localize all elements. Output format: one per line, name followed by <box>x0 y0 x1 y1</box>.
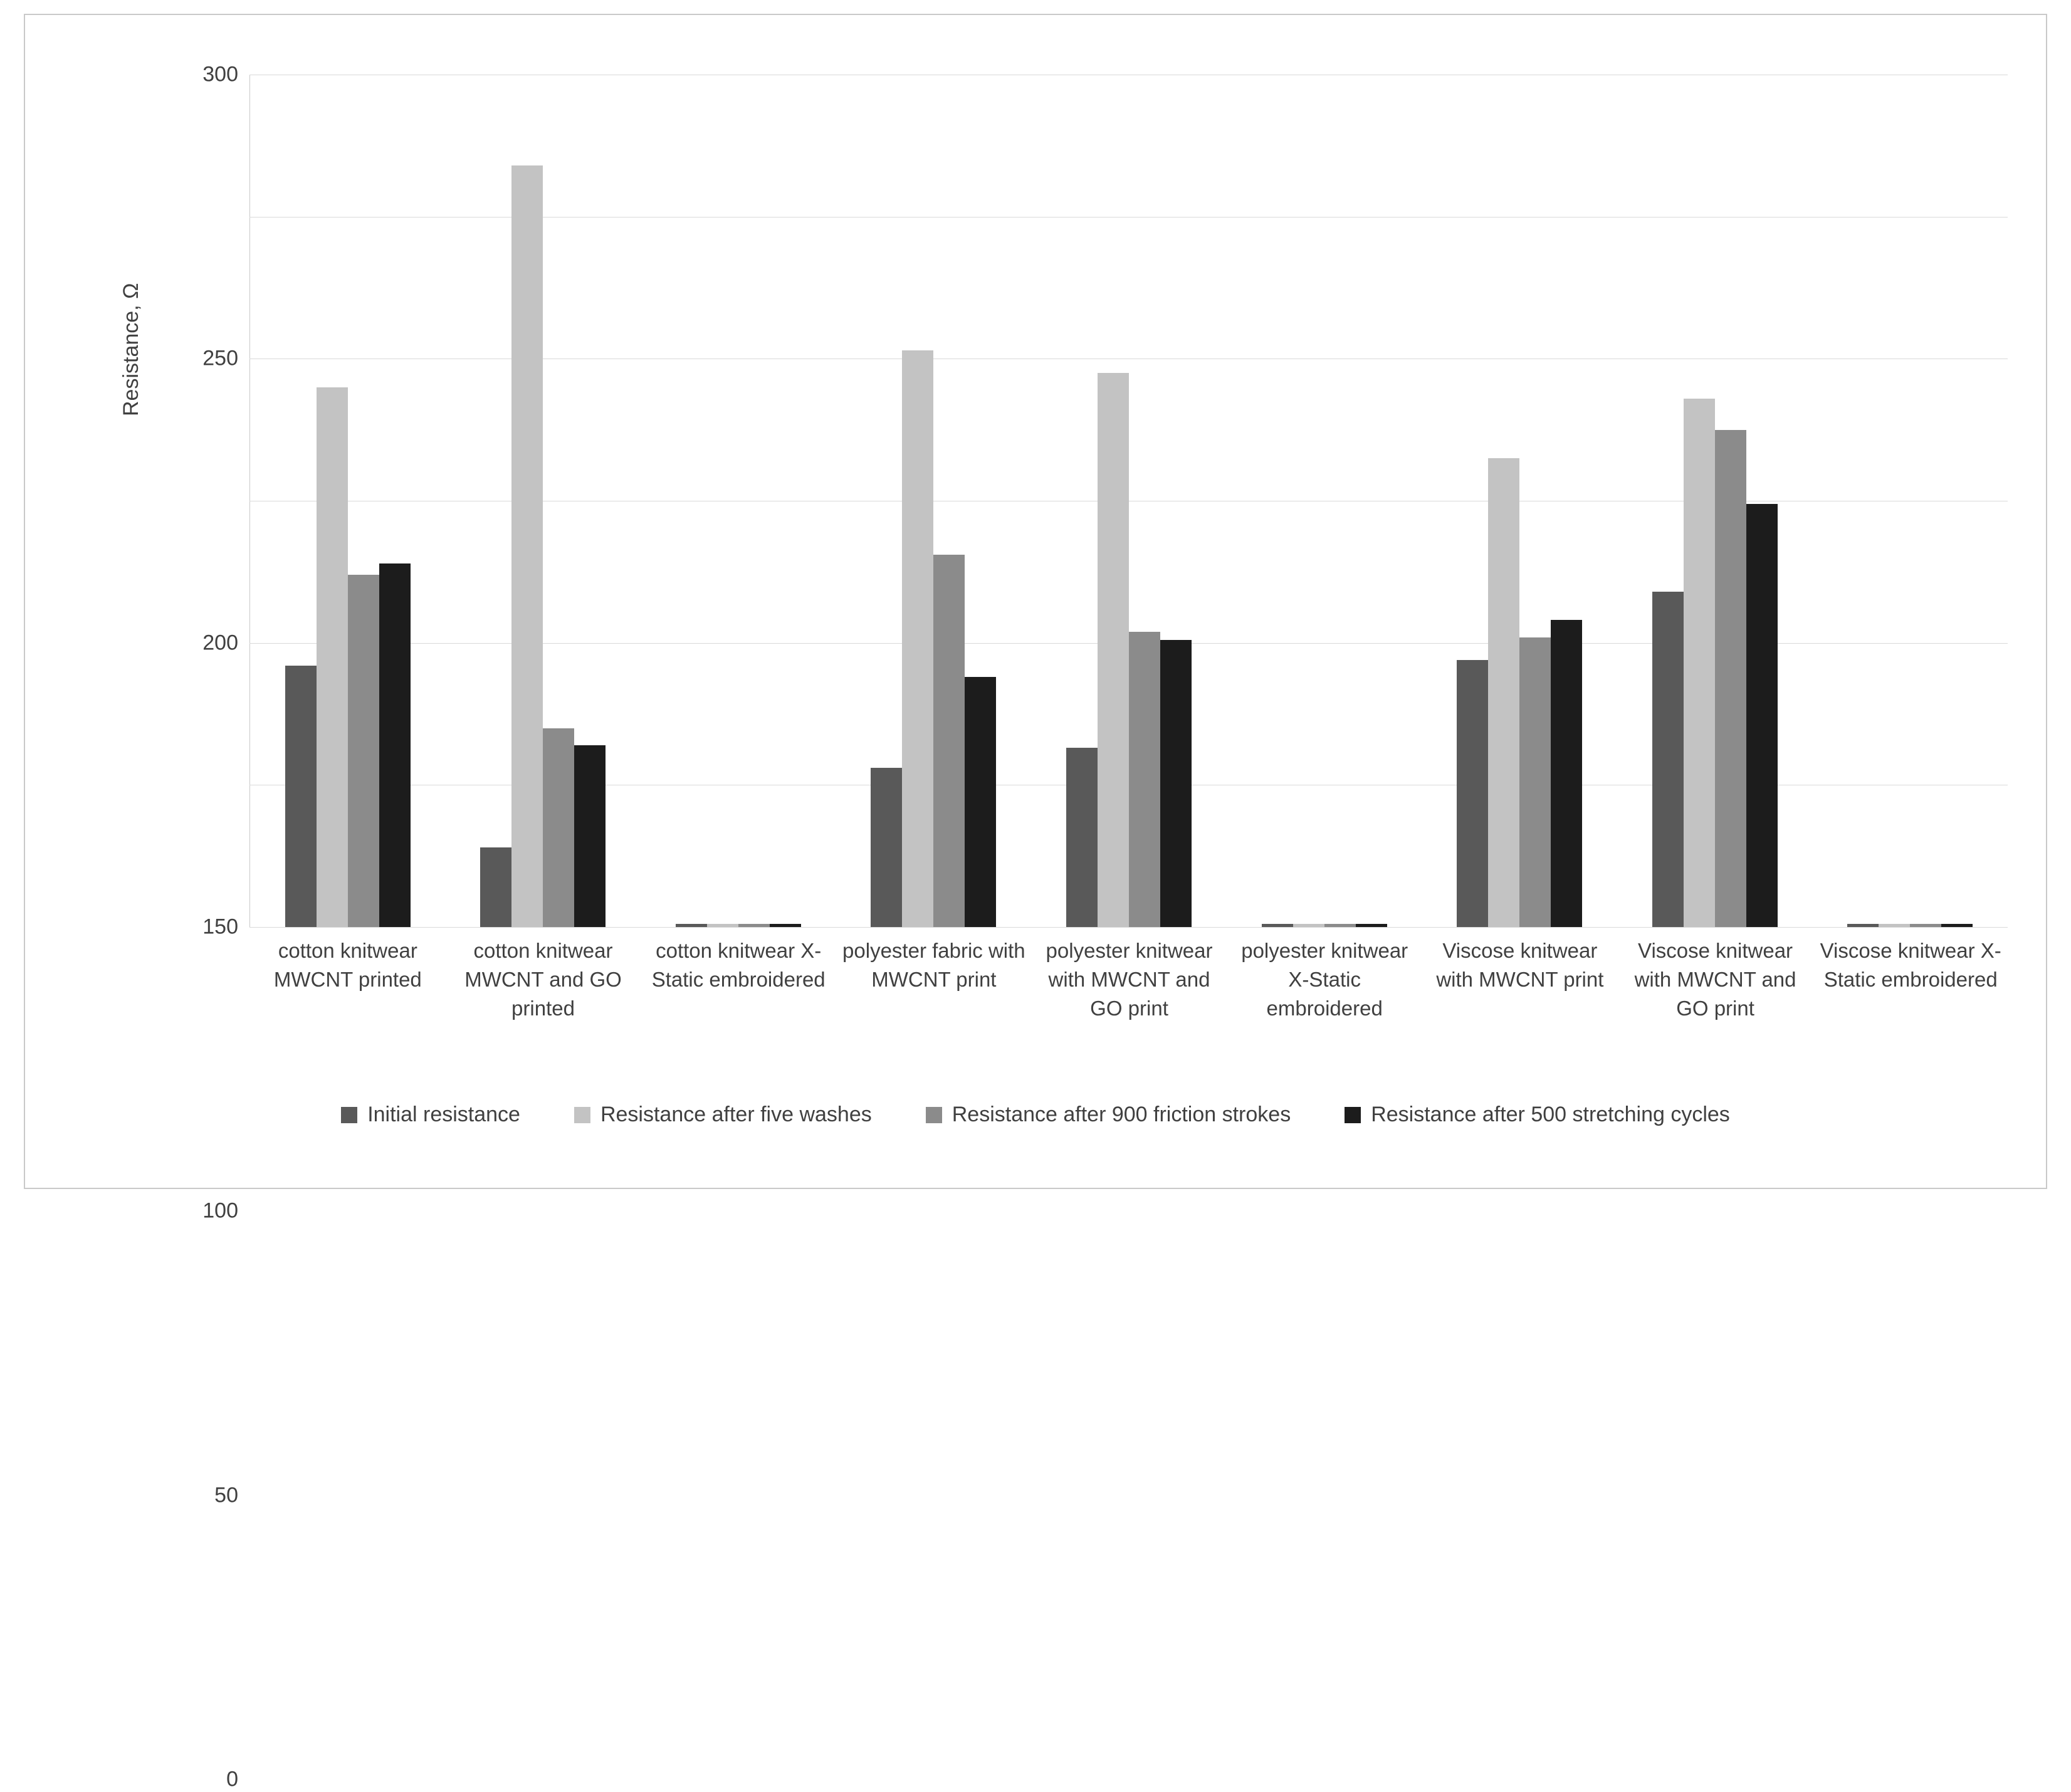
bar <box>348 575 379 927</box>
y-axis-tick-label: 300 <box>202 62 238 86</box>
bar <box>1488 458 1519 927</box>
bar <box>285 666 317 927</box>
bar-group <box>1422 75 1617 927</box>
bar <box>317 387 348 927</box>
y-axis-tick-label: 150 <box>202 914 238 939</box>
bar-group <box>1813 75 2008 927</box>
legend-item[interactable] <box>926 1103 1291 1127</box>
bar-group <box>641 75 836 927</box>
bar <box>1746 504 1778 927</box>
bar-group <box>836 75 1032 927</box>
bar <box>676 924 707 927</box>
bar <box>1129 632 1160 927</box>
legend-swatch-icon <box>341 1107 357 1123</box>
legend-item[interactable] <box>341 1103 520 1127</box>
x-axis-categories <box>250 936 2008 1023</box>
x-axis-category-label: Viscose knitwear X-Static embroidered <box>1820 939 2001 991</box>
bar-groups <box>250 75 2008 927</box>
legend-swatch-icon <box>1345 1107 1361 1123</box>
bar <box>1551 620 1582 927</box>
legend-label: Resistance after 900 friction strokes <box>952 1103 1291 1126</box>
chart-legend <box>25 1103 2046 1127</box>
y-axis-tick-label: 50 <box>214 1483 238 1507</box>
y-axis-tick-label: 100 <box>202 1198 238 1223</box>
x-axis-category-label: polyester fabric with MWCNT print <box>842 939 1025 991</box>
bar <box>1066 748 1098 927</box>
bar <box>1457 660 1488 927</box>
bar <box>871 768 902 927</box>
y-axis-tick-label: 0 <box>226 1767 238 1791</box>
y-axis-tick-label: 200 <box>202 631 238 655</box>
bar <box>543 728 574 927</box>
legend-swatch-icon <box>926 1107 942 1123</box>
bar <box>1715 430 1746 927</box>
legend-label: Initial resistance <box>367 1103 520 1126</box>
legend-label: Resistance after 500 stretching cycles <box>1371 1103 1730 1126</box>
x-axis-category-label: polyester knitwear X-Static embroidered <box>1241 939 1408 1020</box>
bar <box>1879 924 1910 927</box>
bar <box>1262 924 1293 927</box>
bar <box>379 563 411 927</box>
bar <box>1519 637 1551 927</box>
bar <box>770 924 801 927</box>
bar <box>1098 373 1129 927</box>
x-axis-category-label: cotton knitwear MWCNT printed <box>273 939 422 991</box>
bar <box>480 847 511 927</box>
bar <box>1356 924 1387 927</box>
bar-group <box>1227 75 1422 927</box>
x-axis-category-label: Viscose knitwear with MWCNT print <box>1436 939 1604 991</box>
bar <box>1941 924 1973 927</box>
bar <box>1652 592 1684 927</box>
y-axis-label: Resistance, Ω <box>119 283 143 416</box>
x-axis-category-label: Viscose knitwear with MWCNT and GO print <box>1634 939 1796 1020</box>
x-axis-category-label: cotton knitwear MWCNT and GO printed <box>464 939 622 1020</box>
bar-group <box>1031 75 1227 927</box>
bar <box>965 677 996 927</box>
bar <box>1910 924 1941 927</box>
x-axis-category-label: cotton knitwear X-Static embroidered <box>651 939 826 991</box>
bar <box>1847 924 1879 927</box>
bar <box>574 745 606 927</box>
bar <box>738 924 770 927</box>
bar-group <box>446 75 641 927</box>
y-axis-tick-label: 250 <box>202 346 238 370</box>
legend-label: Resistance after five washes <box>600 1103 872 1126</box>
bar <box>933 555 965 927</box>
bar <box>707 924 738 927</box>
legend-item[interactable] <box>1345 1103 1730 1127</box>
bar-group <box>250 75 446 927</box>
bar <box>1293 924 1324 927</box>
bar <box>1684 399 1715 927</box>
bar <box>902 350 933 927</box>
bar-group <box>1617 75 1813 927</box>
legend-swatch-icon <box>574 1107 590 1123</box>
bar <box>1324 924 1356 927</box>
bar <box>511 165 543 927</box>
legend-item[interactable] <box>574 1103 872 1127</box>
chart-frame <box>24 14 2047 1791</box>
bar <box>1160 640 1192 927</box>
x-axis-category-label: polyester knitwear with MWCNT and GO print <box>1046 939 1213 1020</box>
